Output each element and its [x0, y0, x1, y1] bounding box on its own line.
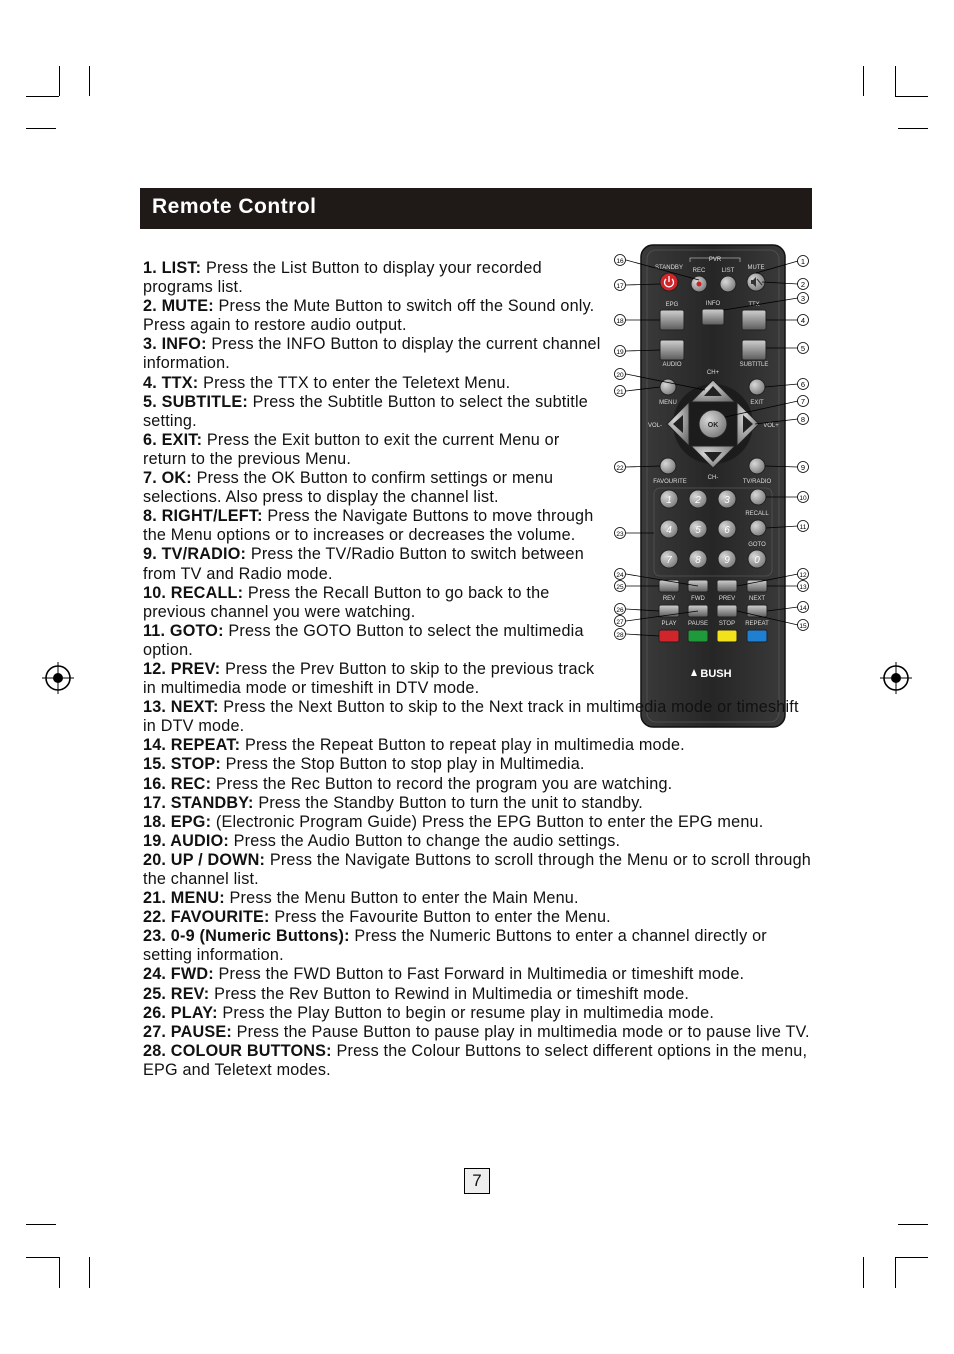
callout-number: 21 — [616, 389, 624, 396]
remote-label: LIST — [721, 268, 735, 274]
description-item — [143, 851, 813, 889]
description-item — [143, 1042, 813, 1080]
description-item — [143, 755, 813, 774]
description-item — [143, 259, 603, 297]
digit-label: 1 — [666, 495, 672, 506]
digit-label: 8 — [695, 555, 701, 566]
remote-label: REC — [692, 268, 706, 274]
remote-label: TV/RADIO — [742, 479, 772, 485]
description-label: 21. MENU: — [143, 889, 225, 908]
digit-label: 5 — [695, 525, 701, 536]
remote-label: VOL+ — [763, 423, 779, 429]
remote-label: CH- — [707, 475, 719, 481]
digit-label: 0 — [754, 555, 760, 566]
description-item — [143, 584, 603, 622]
description-label: 20. UP / DOWN: — [143, 850, 266, 869]
remote-label: REPEAT — [745, 621, 769, 627]
description-item — [143, 507, 603, 545]
remote-label: PLAY — [661, 621, 677, 627]
crop-mark — [26, 1224, 56, 1225]
callout-number: 15 — [799, 623, 807, 630]
callout-number: 4 — [800, 316, 806, 325]
callout-number: 25 — [616, 584, 624, 591]
crop-mark — [895, 1257, 928, 1258]
description-text: Press the Next Button to skip to the Next track in multimedia mode or timeshift in DTV mode. — [143, 698, 799, 736]
remote-label: INFO — [705, 301, 721, 307]
remote-label: PVR — [708, 257, 722, 263]
digit-label: 6 — [724, 525, 730, 536]
description-label: 3. INFO: — [143, 335, 207, 354]
crop-mark — [59, 1257, 60, 1288]
description-item — [143, 736, 813, 755]
description-label: 7. OK: — [143, 469, 192, 488]
remote-label: OK — [707, 422, 719, 429]
description-text: Press the Exit button to exit the current Menu or return to the previous Menu. — [143, 430, 560, 468]
description-item — [143, 965, 813, 984]
description-label: 8. RIGHT/LEFT: — [143, 507, 263, 526]
description-label: 26. PLAY: — [143, 1003, 218, 1022]
description-item — [143, 297, 603, 335]
description-text: Press the Prev Button to skip to the previous track in multimedia mode or timeshift in DTV mode. — [143, 659, 595, 698]
description-text: Press the Standby Button to turn the unit to standby. — [253, 793, 643, 812]
description-item — [143, 660, 603, 698]
crop-mark — [89, 1257, 90, 1288]
callout-number: 10 — [799, 495, 807, 502]
remote-label: VOL- — [647, 423, 663, 429]
callout-number: 20 — [616, 372, 624, 379]
description-text: Press the Audio Button to change the audio settings. — [228, 831, 621, 850]
remote-label: PREV — [718, 596, 736, 602]
callout-number: 5 — [800, 344, 806, 353]
description-item — [143, 698, 813, 736]
callout-number: 13 — [799, 584, 807, 591]
remote-label: GOTO — [748, 542, 766, 548]
description-label: 22. FAVOURITE: — [143, 908, 270, 927]
description-item — [143, 431, 603, 469]
description-item — [143, 335, 603, 373]
description-text: Press the Mute Button to switch off the Sound only. Press again to restore audio output. — [143, 297, 595, 335]
description-item — [143, 985, 813, 1004]
description-item — [143, 794, 813, 813]
callout-number: 6 — [800, 380, 806, 389]
callout-number: 1 — [800, 257, 806, 266]
remote-label: EPG — [665, 302, 679, 308]
description-text: Press the GOTO Button to select the multimedia option. — [143, 621, 584, 659]
description-label: 11. GOTO: — [143, 621, 224, 640]
description-label: 15. STOP: — [143, 755, 221, 774]
remote-label: NEXT — [748, 596, 766, 602]
description-item — [143, 545, 603, 583]
callout-number: 28 — [616, 632, 624, 639]
description-label: 19. AUDIO: — [143, 831, 229, 850]
description-label: 6. EXIT: — [143, 430, 203, 449]
description-label: 18. EPG: — [143, 812, 212, 831]
digit-label: 3 — [724, 495, 730, 506]
description-item — [143, 813, 813, 832]
description-item — [143, 927, 813, 965]
description-label: 5. SUBTITLE: — [143, 392, 248, 411]
description-label: 14. REPEAT: — [143, 736, 241, 755]
description-text: Press the List Button to display your recorded programs list. — [143, 259, 542, 297]
remote-label: FWD — [691, 596, 705, 602]
remote-label: MENU — [659, 400, 677, 406]
description-text: Press the Rev Button to Rewind in Multimedia or timeshift mode. — [209, 984, 690, 1003]
description-item — [143, 889, 813, 908]
description-text: Press the Subtitle Button to select the subtitle setting. — [143, 392, 588, 430]
digit-label: 4 — [666, 525, 672, 536]
description-label: 2. MUTE: — [143, 297, 214, 316]
description-text: Press the Stop Button to stop play in Multimedia. — [220, 755, 585, 774]
callout-number: 22 — [616, 465, 624, 472]
remote-label: PAUSE — [688, 621, 708, 627]
description-text: Press the Numeric Buttons to enter a channel directly or setting information. — [143, 927, 767, 965]
digit-label: 7 — [666, 555, 672, 566]
callout-number: 3 — [800, 294, 806, 303]
callout-number: 26 — [616, 607, 624, 614]
description-item — [143, 622, 603, 660]
description-item — [143, 1004, 813, 1023]
remote-label: TTX — [748, 302, 760, 308]
description-text: Press the TTX to enter the Teletext Menu. — [198, 373, 511, 392]
callout-number: 11 — [799, 524, 807, 531]
description-text: Press the Play Button to begin or resume play in multimedia mode. — [217, 1003, 715, 1022]
description-text: Press the Navigate Buttons to move through the Menu options or to increases or decreases the volume. — [143, 507, 594, 545]
description-label: 24. FWD: — [143, 965, 214, 984]
description-label: 12. PREV: — [143, 659, 221, 678]
description-label: 28. COLOUR BUTTONS: — [143, 1041, 332, 1060]
description-label: 23. 0-9 (Numeric Buttons): — [143, 927, 350, 946]
description-text: Press the Recall Button to go back to the previous channel you were watching. — [143, 583, 550, 621]
digit-label: 9 — [724, 555, 730, 566]
description-text: Press the OK Button to confirm settings or menu selections. Also press to display the channel list. — [143, 469, 554, 507]
description-label: 9. TV/RADIO: — [143, 545, 247, 564]
brand-label: BUSH — [700, 668, 732, 680]
description-item — [143, 908, 813, 927]
remote-label: MUTE — [747, 265, 765, 271]
description-item — [143, 832, 813, 851]
callout-number: 9 — [800, 463, 806, 472]
callout-number: 16 — [616, 258, 624, 265]
description-text: (Electronic Program Guide) Press the EPG Button to enter the EPG menu. — [211, 812, 764, 831]
remote-label: CH+ — [706, 370, 720, 376]
description-text: Press the Pause Button to pause play in multimedia mode or to pause live TV. — [231, 1022, 810, 1041]
button-description-list — [143, 259, 813, 1080]
crop-mark — [26, 1257, 59, 1258]
description-item — [143, 775, 813, 794]
callout-number: 7 — [800, 397, 806, 406]
description-label: 16. REC: — [143, 774, 212, 793]
description-text: Press the Rec Button to record the program you are watching. — [211, 774, 673, 793]
description-text: Press the TV/Radio Button to switch between from TV and Radio mode. — [143, 545, 584, 583]
remote-label: EXIT — [750, 400, 764, 406]
description-label: 4. TTX: — [143, 373, 199, 392]
callout-number: 27 — [616, 619, 624, 626]
remote-label: FAVOURITE — [653, 479, 687, 485]
description-label: 10. RECALL: — [143, 583, 244, 602]
description-item — [143, 374, 603, 393]
description-item — [143, 469, 603, 507]
remote-label: RECALL — [745, 511, 769, 517]
remote-label: SUBTITLE — [739, 362, 769, 368]
description-text: Press the Menu Button to enter the Main Menu. — [224, 889, 579, 908]
description-label: 1. LIST: — [143, 259, 202, 277]
description-text: Press the Colour Buttons to select different options in the menu, EPG and Teletext modes. — [143, 1041, 808, 1079]
description-text: Press the FWD Button to Fast Forward in Multimedia or timeshift mode. — [213, 965, 745, 984]
description-text: Press the Repeat Button to repeat play in multimedia mode. — [240, 736, 685, 755]
callout-number: 2 — [800, 280, 806, 289]
remote-label: STANDBY — [655, 265, 683, 271]
crop-mark — [898, 1224, 928, 1225]
callout-number: 19 — [616, 349, 624, 356]
description-label: 27. PAUSE: — [143, 1022, 232, 1041]
callout-number: 12 — [799, 572, 807, 579]
page-number: 7 — [464, 1168, 490, 1194]
callout-number: 18 — [616, 318, 624, 325]
remote-label: STOP — [718, 621, 736, 627]
description-item — [143, 1023, 813, 1042]
callout-number: 14 — [799, 605, 807, 612]
crop-mark — [863, 1257, 864, 1288]
remote-label: AUDIO — [662, 362, 682, 368]
remote-label: REV — [662, 596, 676, 602]
callout-number: 8 — [800, 415, 806, 424]
description-text: Press the INFO Button to display the current channel information. — [143, 335, 601, 373]
description-item — [143, 393, 603, 431]
description-label: 17. STANDBY: — [143, 793, 254, 812]
section-title: Remote Control — [152, 195, 317, 218]
callout-number: 24 — [616, 572, 624, 579]
description-label: 13. NEXT: — [143, 698, 219, 717]
description-text: Press the Navigate Buttons to scroll through the Menu or to scroll through the channel list. — [143, 850, 812, 888]
callout-number: 17 — [616, 283, 624, 290]
description-text: Press the Favourite Button to enter the Menu. — [269, 908, 611, 927]
callout-number: 23 — [616, 531, 624, 538]
crop-mark — [895, 1257, 896, 1288]
digit-label: 2 — [695, 495, 701, 506]
description-label: 25. REV: — [143, 984, 210, 1003]
